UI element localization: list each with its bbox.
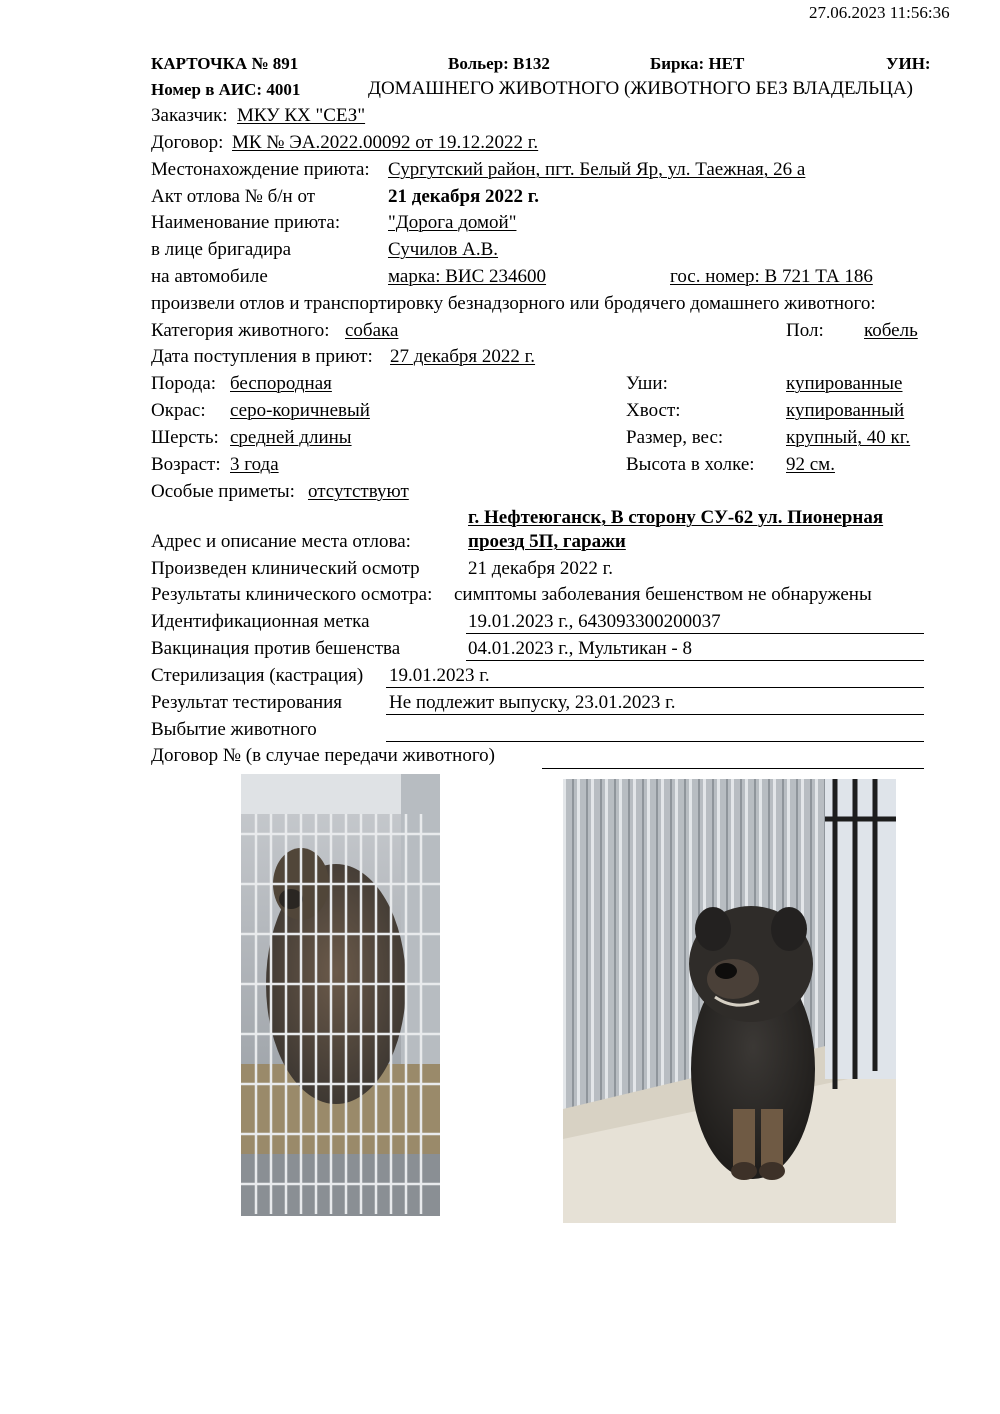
clinical-exam-date: 21 декабря 2022 г.: [468, 558, 614, 579]
shelter-location-label: Местонахождение приюта:: [151, 159, 370, 180]
special-marks-label: Особые приметы:: [151, 481, 295, 502]
vehicle-plate: гос. номер: В 721 ТА 186: [670, 266, 873, 287]
test-result-underline: [386, 714, 924, 715]
height-label: Высота в холке:: [626, 454, 755, 475]
customer-label: Заказчик:: [151, 105, 228, 126]
capture-address-line1: г. Нефтеюганск, В сторону СУ-62 ул. Пионерная: [468, 507, 884, 528]
vaccination-underline: [466, 660, 924, 661]
id-tag-underline: [466, 633, 924, 634]
customer-value: МКУ КХ "СЕЗ": [237, 105, 366, 126]
capture-act-label: Акт отлова № б/н от: [151, 186, 316, 207]
ais-number: Номер в АИС: 4001: [151, 80, 301, 99]
foreman-value: Сучилов А.В.: [388, 239, 499, 260]
breed-value: беспородная: [230, 373, 332, 394]
sterilization-underline: [386, 687, 924, 688]
capture-address-label: Адрес и описание места отлова:: [151, 531, 411, 552]
departure-underline: [386, 741, 924, 742]
tail-value: купированный: [786, 400, 905, 421]
id-tag-label: Идентификационная метка: [151, 611, 370, 632]
color-label: Окрас:: [151, 400, 206, 421]
shelter-name-label: Наименование приюта:: [151, 212, 341, 233]
id-tag-value: 19.01.2023 г., 643093300200037: [468, 611, 721, 632]
special-marks-value: отсутствуют: [308, 481, 409, 502]
vaccination-value: 04.01.2023 г., Мультикан - 8: [468, 638, 693, 659]
transfer-contract-underline: [542, 768, 924, 769]
tag-status: Бирка: НЕТ: [650, 54, 745, 73]
vehicle-brand: марка: ВИС 234600: [388, 266, 547, 287]
card-number: КАРТОЧКА № 891: [151, 54, 299, 73]
print-timestamp: 27.06.2023 11:56:36: [809, 3, 950, 22]
breed-label: Порода:: [151, 373, 217, 394]
tail-label: Хвост:: [626, 400, 681, 421]
shelter-location-value: Сургутский район, пгт. Белый Яр, ул. Таежная, 26 а: [388, 159, 806, 180]
capture-statement: произвели отлов и транспортировку безнадзорного или бродячего домашнего животного:: [151, 293, 876, 314]
test-result-label: Результат тестирования: [151, 692, 343, 713]
test-result-value: Не подлежит выпуску, 23.01.2023 г.: [389, 692, 676, 713]
contract-value: МК № ЭА.2022.00092 от 19.12.2022 г.: [232, 132, 539, 153]
enclosure-number: Вольер: В132: [448, 54, 550, 73]
fur-value: средней длины: [230, 427, 352, 448]
uin-label: УИН:: [886, 54, 931, 73]
size-label: Размер, вес:: [626, 427, 724, 448]
sex-value: кобель: [864, 320, 918, 341]
vaccination-label: Вакцинация против бешенства: [151, 638, 401, 659]
dog-in-enclosure-photo: [563, 779, 896, 1223]
transfer-contract-label: Договор № (в случае передачи животного): [151, 745, 495, 766]
arrival-label: Дата поступления в приют:: [151, 346, 373, 367]
arrival-value: 27 декабря 2022 г.: [390, 346, 536, 367]
capture-address-line2: проезд 5П, гаражи: [468, 531, 626, 552]
clinical-results-label: Результаты клинического осмотра:: [151, 584, 433, 605]
sterilization-value: 19.01.2023 г.: [389, 665, 490, 686]
clinical-exam-label: Произведен клинический осмотр: [151, 558, 420, 579]
shelter-name-value: "Дорога домой": [388, 212, 517, 233]
size-value: крупный, 40 кг.: [786, 427, 911, 448]
clinical-results-value: симптомы заболевания бешенством не обнаружены: [454, 584, 872, 605]
foreman-label: в лице бригадира: [151, 239, 292, 260]
vehicle-label: на автомобиле: [151, 266, 268, 287]
ears-label: Уши:: [626, 373, 668, 394]
category-value: собака: [345, 320, 399, 341]
age-value: 3 года: [230, 454, 279, 475]
sex-label: Пол:: [786, 320, 824, 341]
dog-in-cage-photo: [241, 774, 440, 1216]
ears-value: купированные: [786, 373, 903, 394]
fur-label: Шерсть:: [151, 427, 219, 448]
departure-label: Выбытие животного: [151, 719, 317, 740]
category-label: Категория животного:: [151, 320, 330, 341]
capture-act-date: 21 декабря 2022 г.: [388, 186, 540, 207]
contract-label: Договор:: [151, 132, 224, 153]
card-subtitle: ДОМАШНЕГО ЖИВОТНОГО (ЖИВОТНОГО БЕЗ ВЛАДЕЛЬЦА): [368, 78, 913, 99]
age-label: Возраст:: [151, 454, 221, 475]
height-value: 92 см.: [786, 454, 835, 475]
sterilization-label: Стерилизация (кастрация): [151, 665, 364, 686]
color-value: серо-коричневый: [230, 400, 370, 421]
